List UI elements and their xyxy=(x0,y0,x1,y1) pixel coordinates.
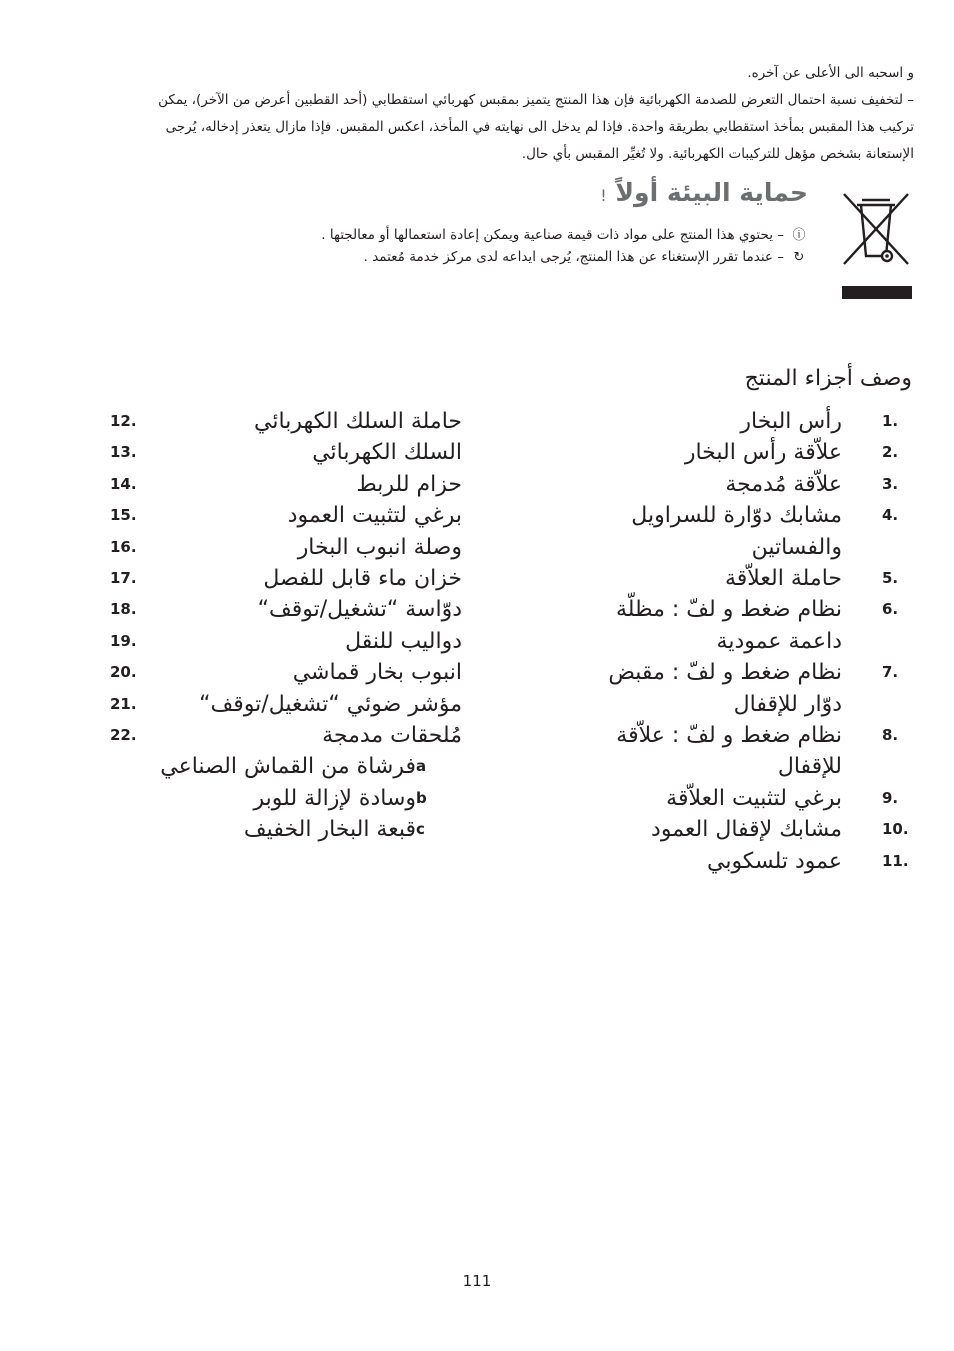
item-letter: a xyxy=(416,757,427,776)
item-number: 8. xyxy=(882,726,899,745)
item-text: السلك الكهربائي xyxy=(312,440,462,466)
list-item xyxy=(592,500,912,563)
item-text: خزان ماء قابل للفصل xyxy=(263,566,462,592)
item-text: حاملة العلاّقة xyxy=(724,566,842,592)
item-text: مشابك دوّارة للسراويل والفساتين xyxy=(631,503,842,560)
list-item xyxy=(592,846,912,877)
item-text: نظام ضغط و لفّ : علاّقة للإقفال xyxy=(616,723,842,780)
item-text: مشابك لإقفال العمود xyxy=(651,817,842,843)
item-number: 2. xyxy=(882,443,899,462)
item-text: مُلحقات مدمجة xyxy=(322,723,462,749)
list-item xyxy=(592,437,912,468)
item-number: 13. xyxy=(110,443,137,462)
item-number: 7. xyxy=(882,663,899,682)
item-text: برغي لتثبيت العلاّقة xyxy=(666,785,842,811)
item-number: 10. xyxy=(882,820,909,839)
environment-line-text: – يحتوي هذا المنتج على مواد ذات قيمة صناعية ويمكن إعادة استعمالها أو معالجتها . xyxy=(321,227,784,243)
sub-list-item xyxy=(110,751,462,782)
list-item xyxy=(110,657,462,688)
item-text: علاّقة رأس البخار xyxy=(684,440,842,466)
intro-line: و اسحبه الى الأعلى عن آخره. xyxy=(747,65,914,81)
list-item xyxy=(110,563,462,594)
item-number: 9. xyxy=(882,788,899,807)
environment-title xyxy=(600,178,808,207)
recycle-arrow-icon: ↻ xyxy=(793,250,805,265)
item-text: برغي لتثبيت العمود xyxy=(287,503,462,529)
list-item xyxy=(110,594,462,625)
list-item xyxy=(592,469,912,500)
list-item xyxy=(110,469,462,500)
item-text: رأس البخار xyxy=(740,409,842,434)
item-number: 17. xyxy=(110,569,137,588)
item-number: 16. xyxy=(110,537,137,556)
item-number: 22. xyxy=(110,726,137,745)
list-item xyxy=(592,406,912,437)
parts-list-left xyxy=(110,406,462,846)
sub-list-item xyxy=(110,814,462,845)
item-text: دواليب للنقل xyxy=(345,628,462,654)
list-item xyxy=(592,814,912,845)
item-number: 12. xyxy=(110,412,137,430)
page-number: 111 xyxy=(462,1272,492,1290)
intro-paragraph xyxy=(40,60,914,168)
list-item xyxy=(110,689,462,720)
item-number: 14. xyxy=(110,474,137,493)
item-number: 21. xyxy=(110,694,137,713)
list-item xyxy=(110,437,462,468)
item-text: علاّقة مُدمجة xyxy=(725,471,842,497)
item-text: وصلة انبوب البخار xyxy=(297,534,462,560)
list-item xyxy=(592,783,912,814)
item-letter: c xyxy=(416,820,425,839)
item-number: 19. xyxy=(110,631,137,650)
sub-list-item xyxy=(110,783,462,814)
item-number: 18. xyxy=(110,600,137,619)
item-number: 1. xyxy=(882,412,899,430)
intro-line: تركيب هذا المقبس بمأخذ استقطابي بطريقة واحدة. فإذا لم يدخل الى نهايته في المأخذ، اعكس المقبس. فإذا مازال يتعذر إدخاله، يُرجى xyxy=(165,119,914,135)
list-item xyxy=(592,657,912,720)
environment-line xyxy=(364,249,808,265)
item-text: نظام ضغط و لفّ : مظلّة داعمة عمودية xyxy=(615,597,842,654)
parts-heading: وصف أجزاء المنتج xyxy=(744,366,912,391)
item-number: 20. xyxy=(110,663,137,682)
item-text: دوّاسة “تشغيل/توقف“ xyxy=(257,597,462,623)
item-text: حزام للربط xyxy=(356,471,462,497)
list-item xyxy=(592,720,912,783)
parts-list-right xyxy=(592,406,912,877)
item-text: قبعة البخار الخفيف xyxy=(243,817,416,843)
list-item xyxy=(110,626,462,657)
environment-title-exclamation: ! xyxy=(600,186,607,205)
item-text: عمود تلسكوبي xyxy=(706,848,842,874)
item-text: نظام ضغط و لفّ : مقبض دوّار للإقفال xyxy=(608,660,842,717)
item-number: 11. xyxy=(882,851,909,870)
intro-line: – لتخفيف نسبة احتمال التعرض للصدمة الكهربائية فإن هذا المنتج يتميز بمقبس كهربائي استقطابي (أحد القطبين أعرض من الآخر)، يمكن xyxy=(158,92,914,108)
item-number: 15. xyxy=(110,506,137,525)
info-icon: ⓘ xyxy=(792,228,806,243)
item-text: وسادة لإزالة للوبر xyxy=(253,785,416,811)
item-number: 4. xyxy=(882,506,899,525)
intro-line: الإستعانة بشخص مؤهل للتركيبات الكهربائية. ولا تُغيِّر المقبس بأي حال. xyxy=(521,146,914,162)
item-number: 5. xyxy=(882,569,899,588)
list-item xyxy=(110,532,462,563)
item-text: فرشاة من القماش الصناعي xyxy=(160,754,416,780)
weee-black-bar xyxy=(842,286,912,299)
list-item xyxy=(110,500,462,531)
item-number: 3. xyxy=(882,474,899,493)
list-item xyxy=(110,406,462,437)
list-item xyxy=(592,563,912,594)
item-text: انبوب بخار قماشي xyxy=(292,660,462,686)
list-item xyxy=(592,594,912,657)
item-letter: b xyxy=(416,788,427,807)
item-text: مؤشر ضوئي “تشغيل/توقف“ xyxy=(199,691,462,717)
crossed-out-bin-icon xyxy=(840,190,912,268)
environment-line xyxy=(321,224,808,243)
item-text: حاملة السلك الكهربائي xyxy=(254,409,462,434)
environment-line-text: – عندما تقرر الإستغناء عن هذا المنتج، يُرجى ايداعه لدى مركز خدمة مُعتمد . xyxy=(363,249,784,265)
environment-title-text: حماية البيئة أولاً xyxy=(615,178,808,207)
list-item xyxy=(110,720,462,751)
item-number: 6. xyxy=(882,600,899,619)
